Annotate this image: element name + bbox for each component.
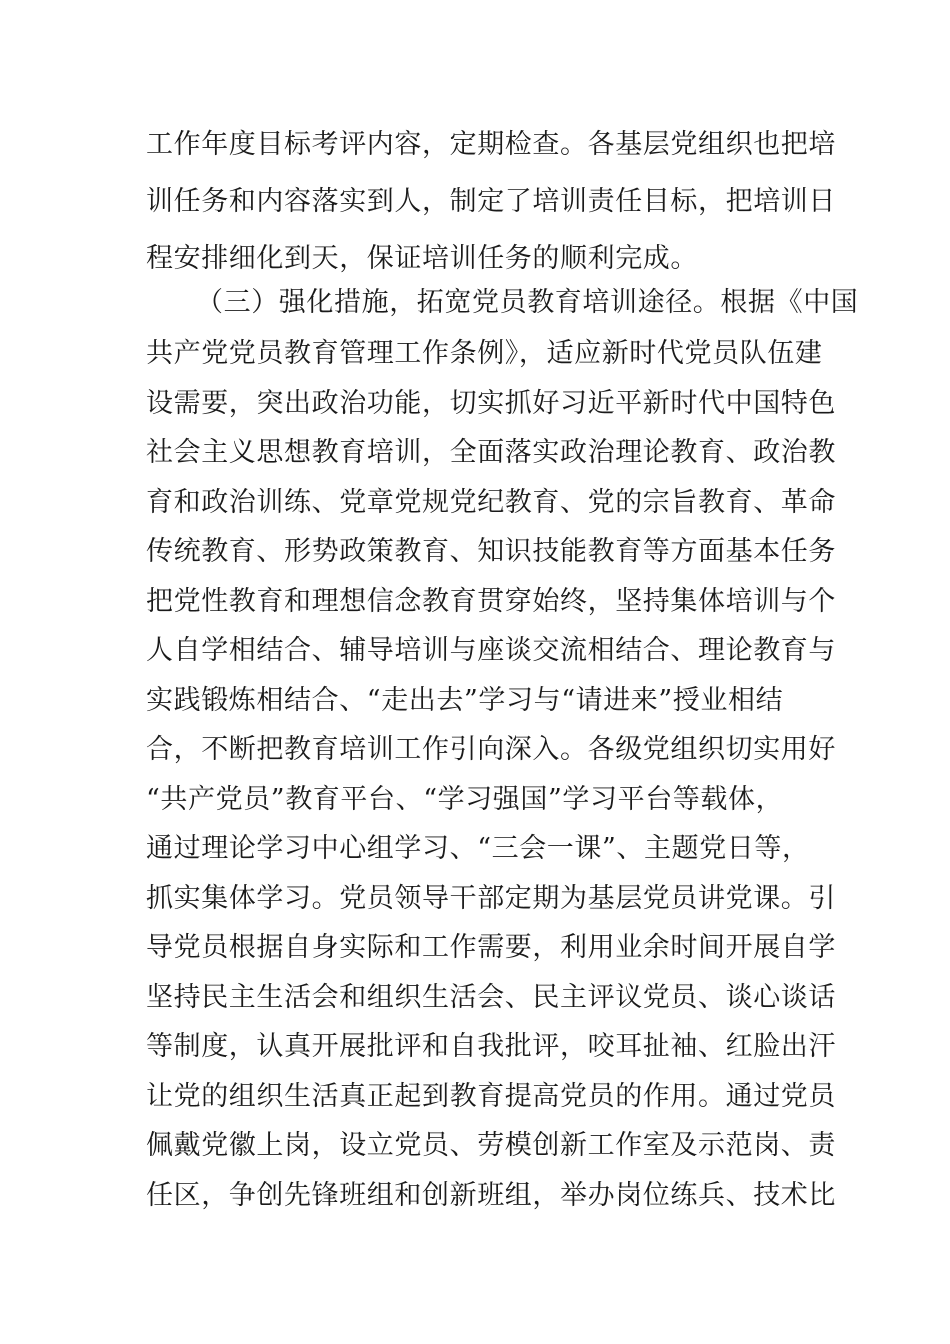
text-line-21: 佩戴党徽上岗，设立党员、劳模创新工作室及示范岗、责 xyxy=(146,1130,836,1161)
text-line-1: 工作年度目标考评内容，定期检查。各基层党组织也把培 xyxy=(146,129,836,160)
text-line-18: 坚持民主生活会和组织生活会、民主评议党员、谈心谈话 xyxy=(146,982,836,1013)
text-line-12: 实践锻炼相结合、“走出去”学习与“请进来”授业相结 xyxy=(146,685,784,716)
text-line-17: 导党员根据自身实际和工作需要，利用业余时间开展自学 xyxy=(146,932,836,963)
text-line-4-section-heading: （三）强化措施，拓宽党员教育培训途径。根据《中国 xyxy=(196,287,859,318)
text-line-20: 让党的组织生活真正起到教育提高党员的作用。通过党员 xyxy=(146,1081,836,1112)
text-line-8: 育和政治训练、党章党规党纪教育、党的宗旨教育、革命 xyxy=(146,487,836,518)
text-line-13: 合，不断把教育培训工作引向深入。各级党组织切实用好 xyxy=(146,734,836,765)
text-line-10: 把党性教育和理想信念教育贯穿始终，坚持集体培训与个 xyxy=(146,586,836,617)
text-line-6: 设需要，突出政治功能，切实抓好习近平新时代中国特色 xyxy=(146,388,836,419)
text-line-16: 抓实集体学习。党员领导干部定期为基层党员讲党课。引 xyxy=(146,883,836,914)
text-line-22: 任区，争创先锋班组和创新班组，举办岗位练兵、技术比 xyxy=(146,1180,836,1211)
text-line-3: 程安排细化到天，保证培训任务的顺利完成。 xyxy=(146,243,698,274)
text-line-19: 等制度，认真开展批评和自我批评，咬耳扯袖、红脸出汗 xyxy=(146,1031,836,1062)
text-line-9: 传统教育、形势政策教育、知识技能教育等方面基本任务 xyxy=(146,536,836,567)
text-line-11: 人自学相结合、辅导培训与座谈交流相结合、理论教育与 xyxy=(146,635,836,666)
text-line-15: 通过理论学习中心组学习、“三会一课”、主题党日等， xyxy=(146,833,810,864)
text-line-5: 共产党党员教育管理工作条例》，适应新时代党员队伍建 xyxy=(146,338,823,369)
text-line-14: “共产党员”教育平台、“学习强国”学习平台等载体， xyxy=(146,784,784,815)
text-line-2: 训任务和内容落实到人，制定了培训责任目标，把培训日 xyxy=(146,186,836,217)
text-line-7: 社会主义思想教育培训，全面落实政治理论教育、政治教 xyxy=(146,437,836,468)
